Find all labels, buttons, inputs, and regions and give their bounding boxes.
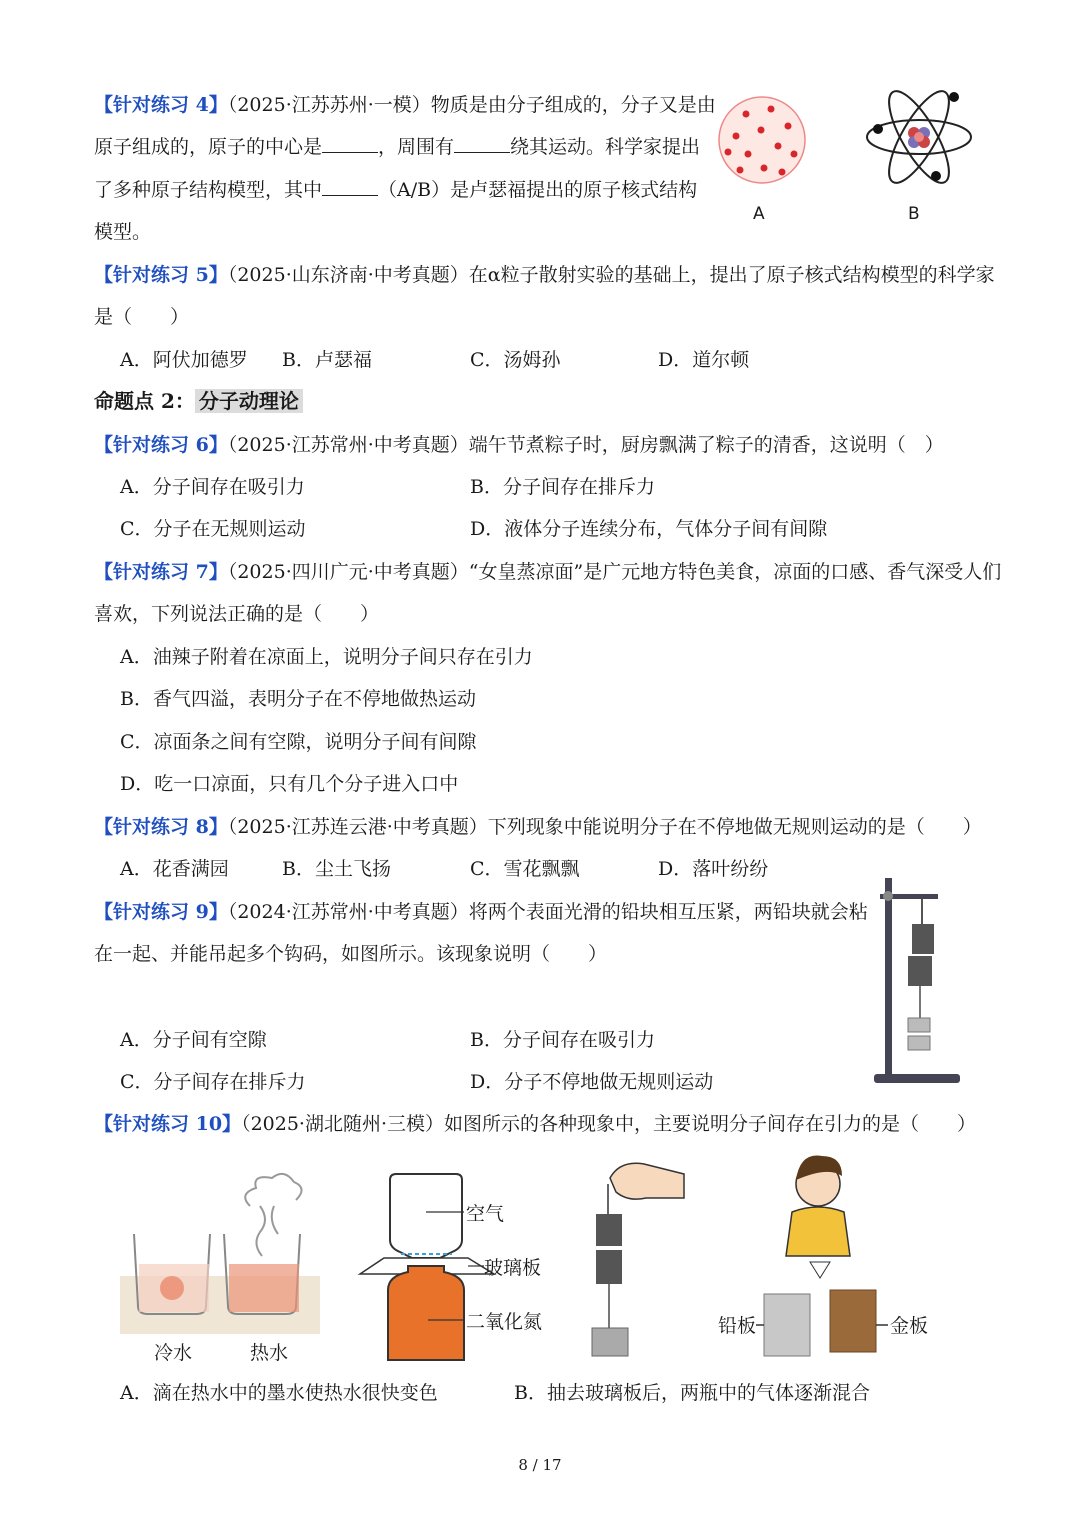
q6-option-a[interactable]: A．分子间存在吸引力 (120, 476, 305, 498)
q7-line-1 (94, 559, 1001, 585)
answer-blank[interactable] (322, 134, 378, 153)
glass-plate-label: 玻璃板 (484, 1257, 542, 1279)
hot-water-label: 热水 (250, 1342, 289, 1364)
figure-b-label: B (908, 204, 920, 224)
q4-line-1 (94, 92, 716, 118)
q5-option-d[interactable]: D．道尔顿 (658, 349, 750, 371)
q6-line-1 (94, 432, 944, 458)
q6-text-1: （2025·江苏常州·中考真题）端午节煮粽子时，厨房飘满了粽子的清香，这说明（ ） (227, 434, 944, 456)
q7-option-d[interactable]: D．吃一口凉面，只有几个分子进入口中 (120, 773, 459, 795)
q4-text-3a: 了多种原子结构模型，其中 (94, 179, 323, 201)
q7-option-b[interactable]: B．香气四溢，表明分子在不停地做热运动 (120, 688, 476, 710)
section-prefix: 命题点 2： (94, 389, 195, 413)
q4-line-2 (94, 134, 700, 160)
q4-text-2c: 绕其运动。科学家提出 (510, 136, 701, 158)
air-label: 空气 (466, 1203, 505, 1225)
q7-option-a[interactable]: A．油辣子附着在凉面上，说明分子间只存在引力 (120, 646, 533, 668)
answer-blank[interactable] (454, 134, 510, 153)
q5-option-a[interactable]: A．阿伏加德罗 (120, 349, 248, 371)
q9-text-1: （2024·江苏常州·中考真题）将两个表面光滑的铅块相互压紧，两铅块就会粘 (227, 901, 868, 923)
q5-text-1: （2025·山东济南·中考真题）在α粒子散射实验的基础上，提出了原子核式结构模型的科学家 (227, 264, 995, 286)
q9-option-a[interactable]: A．分子间有空隙 (120, 1029, 267, 1051)
nuclear-atom-model-figure (864, 82, 974, 192)
q10-tag: 【针对练习 10】 (94, 1113, 242, 1135)
q8-line-1 (94, 814, 982, 840)
figure-a-label: A (753, 204, 765, 224)
plum-pudding-model-figure (716, 94, 808, 186)
q4-line-3 (94, 177, 697, 203)
q10-line-1 (94, 1111, 976, 1137)
q8-tag: 【针对练习 8】 (94, 816, 228, 838)
section-title: 分子动理论 (195, 389, 303, 413)
q6-option-d[interactable]: D．液体分子连续分布，气体分子间有间隙 (470, 518, 828, 540)
q7-option-c[interactable]: C．凉面条之间有空隙，说明分子间有间隙 (120, 731, 477, 753)
q4-line-4: 模型。 (94, 221, 152, 243)
q8-text-1: （2025·江苏连云港·中考真题）下列现象中能说明分子在不停地做无规则运动的是（ ） (227, 816, 982, 838)
q5-option-c[interactable]: C．汤姆孙 (470, 349, 561, 371)
q4-text-2a: 原子组成的，原子的中心是 (94, 136, 323, 158)
q10-text-1: （2025·湖北随州·三模）如图所示的各种现象中，主要说明分子间存在引力的是（ ） (241, 1113, 976, 1135)
q7-tag: 【针对练习 7】 (94, 561, 228, 583)
page-number: 8 / 17 (518, 1456, 562, 1474)
q9-option-b[interactable]: B．分子间存在吸引力 (470, 1029, 655, 1051)
q8-option-b[interactable]: B．尘土飞扬 (282, 858, 391, 880)
q6-option-b[interactable]: B．分子间存在排斥力 (470, 476, 655, 498)
q6-option-c[interactable]: C．分子在无规则运动 (120, 518, 306, 540)
q4-tag: 【针对练习 4】 (94, 94, 228, 116)
cold-water-label: 冷水 (154, 1342, 193, 1364)
q9-line-2: 在一起、并能吊起多个钩码，如图所示。该现象说明（ ） (94, 943, 608, 965)
hand-lead-blocks-figure (584, 1156, 684, 1366)
q5-tag: 【针对练习 5】 (94, 264, 228, 286)
lead-plate-label: 铅板 (718, 1315, 757, 1337)
q8-option-a[interactable]: A．花香满园 (120, 858, 229, 880)
beakers-figure (120, 1176, 320, 1366)
q5-line-2: 是（ ） (94, 306, 190, 328)
q4-text-2b: ，周围有 (378, 136, 455, 158)
gas-bottles-figure (356, 1170, 556, 1370)
q8-option-c[interactable]: C．雪花飘飘 (470, 858, 580, 880)
q9-option-c[interactable]: C．分子间存在排斥力 (120, 1071, 306, 1093)
section-heading (94, 388, 303, 414)
q9-option-d[interactable]: D．分子不停地做无规则运动 (470, 1071, 714, 1093)
q9-line-1 (94, 899, 868, 925)
no2-label: 二氧化氮 (466, 1311, 543, 1333)
answer-blank[interactable] (322, 177, 378, 196)
q7-text-1: （2025·四川广元·中考真题）“女皇蒸凉面”是广元地方特色美食，凉面的口感、香气深受人们 (227, 561, 1002, 583)
lead-block-stand-figure (872, 876, 968, 1088)
q10-caption-b[interactable]: B．抽去玻璃板后，两瓶中的气体逐渐混合 (514, 1382, 870, 1404)
boy-plates-figure (716, 1150, 946, 1366)
gold-plate-label: 金板 (890, 1315, 929, 1337)
q9-tag: 【针对练习 9】 (94, 901, 228, 923)
q7-line-2: 喜欢，下列说法正确的是（ ） (94, 603, 380, 625)
q4-text-3b: （A/B）是卢瑟福提出的原子核式结构 (378, 179, 698, 201)
q4-text-1: （2025·江苏苏州·一模）物质是由分子组成的，分子又是由 (227, 94, 716, 116)
q6-tag: 【针对练习 6】 (94, 434, 228, 456)
q10-caption-a[interactable]: A．滴在热水中的墨水使热水很快变色 (120, 1382, 438, 1404)
q5-line-1 (94, 262, 995, 288)
q5-option-b[interactable]: B．卢瑟福 (282, 349, 372, 371)
q8-option-d[interactable]: D．落叶纷纷 (658, 858, 769, 880)
